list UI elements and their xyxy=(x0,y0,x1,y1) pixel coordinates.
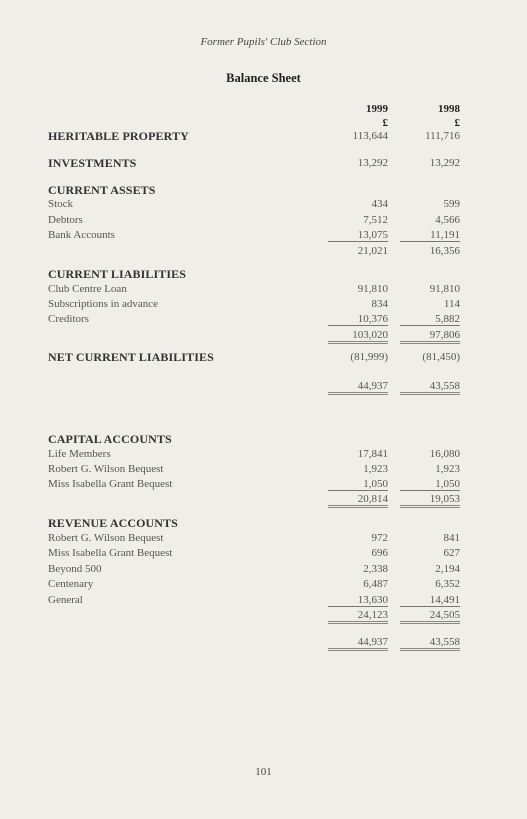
value-1999: 17,841 xyxy=(357,448,388,460)
value-1999: 6,487 xyxy=(363,578,388,590)
row-label: Robert G. Wilson Bequest xyxy=(48,532,164,544)
value-1999: 972 xyxy=(371,532,388,544)
section-current-liabilities: CURRENT LIABILITIES xyxy=(48,267,187,281)
value-1998: (81,450) xyxy=(422,351,460,363)
value-1999: 13,292 xyxy=(357,157,388,169)
section-heritable-property: HERITABLE PROPERTY xyxy=(48,129,189,143)
subtotal-1998: 97,806 xyxy=(400,329,460,344)
value-1998: 114 xyxy=(443,298,460,310)
section-net-current-liabilities: NET CURRENT LIABILITIES xyxy=(48,350,214,364)
grand-total-1999: 44,937 xyxy=(328,636,388,651)
value-1998: 599 xyxy=(443,198,460,210)
section-capital-accounts: CAPITAL ACCOUNTS xyxy=(48,432,172,446)
value-1998: 11,191 xyxy=(400,229,460,242)
net-total-1999: 44,937 xyxy=(328,380,388,395)
row-label: Centenary xyxy=(48,578,94,590)
value-1999: 1,923 xyxy=(363,463,388,475)
subtotal-1999: 20,814 xyxy=(328,493,388,508)
grand-total-1998: 43,558 xyxy=(400,636,460,651)
column-unit-1999: £ xyxy=(382,117,388,129)
row-label: Debtors xyxy=(48,214,83,226)
value-1998: 1,923 xyxy=(435,463,460,475)
value-1999: 10,376 xyxy=(328,313,388,326)
value-1999: 91,810 xyxy=(357,283,388,295)
row-label: Club Centre Loan xyxy=(48,283,127,295)
page-title: Balance Sheet xyxy=(226,71,301,85)
value-1998: 4,566 xyxy=(435,214,460,226)
running-header: Former Pupils' Club Section xyxy=(200,36,327,48)
net-total-1998: 43,558 xyxy=(400,380,460,395)
row-label: Subscriptions in advance xyxy=(48,298,158,310)
subtotal-1998: 19,053 xyxy=(400,493,460,508)
value-1998: 5,882 xyxy=(400,313,460,326)
section-current-assets: CURRENT ASSETS xyxy=(48,183,156,197)
value-1999: 13,630 xyxy=(328,594,388,607)
row-label: Robert G. Wilson Bequest xyxy=(48,463,164,475)
subtotal-1998: 24,505 xyxy=(400,609,460,624)
row-label: Miss Isabella Grant Bequest xyxy=(48,547,173,559)
value-1998: 2,194 xyxy=(435,563,460,575)
row-label: Bank Accounts xyxy=(48,229,115,241)
value-1998: 6,352 xyxy=(435,578,460,590)
value-1999: 434 xyxy=(371,198,388,210)
value-1999: 1,050 xyxy=(328,478,388,491)
value-1999: 13,075 xyxy=(328,229,388,242)
page-number: 101 xyxy=(255,766,272,778)
row-label: Creditors xyxy=(48,313,89,325)
subtotal-1999: 24,123 xyxy=(328,609,388,624)
value-1999: 834 xyxy=(371,298,388,310)
column-year-1998: 1998 xyxy=(438,103,460,115)
section-revenue-accounts: REVENUE ACCOUNTS xyxy=(48,516,178,530)
value-1998: 14,491 xyxy=(400,594,460,607)
value-1998: 13,292 xyxy=(429,157,460,169)
section-investments: INVESTMENTS xyxy=(48,156,137,170)
column-unit-1998: £ xyxy=(454,117,460,129)
value-1998: 627 xyxy=(443,547,460,559)
value-1998: 111,716 xyxy=(425,130,460,142)
value-1999: 113,644 xyxy=(352,130,388,142)
value-1999: 2,338 xyxy=(363,563,388,575)
value-1999: 696 xyxy=(371,547,388,559)
subtotal-1998: 16,356 xyxy=(429,245,460,257)
value-1999: 7,512 xyxy=(363,214,388,226)
value-1998: 841 xyxy=(443,532,460,544)
value-1999: (81,999) xyxy=(350,351,388,363)
subtotal-1999: 103,020 xyxy=(328,329,388,344)
row-label: Life Members xyxy=(48,448,111,460)
value-1998: 1,050 xyxy=(400,478,460,491)
column-year-1999: 1999 xyxy=(366,103,388,115)
row-label: Miss Isabella Grant Bequest xyxy=(48,478,173,490)
value-1998: 16,080 xyxy=(429,448,460,460)
row-label: Stock xyxy=(48,198,74,210)
value-1998: 91,810 xyxy=(429,283,460,295)
subtotal-1999: 21,021 xyxy=(357,245,388,257)
row-label: General xyxy=(48,594,83,606)
row-label: Beyond 500 xyxy=(48,563,102,575)
